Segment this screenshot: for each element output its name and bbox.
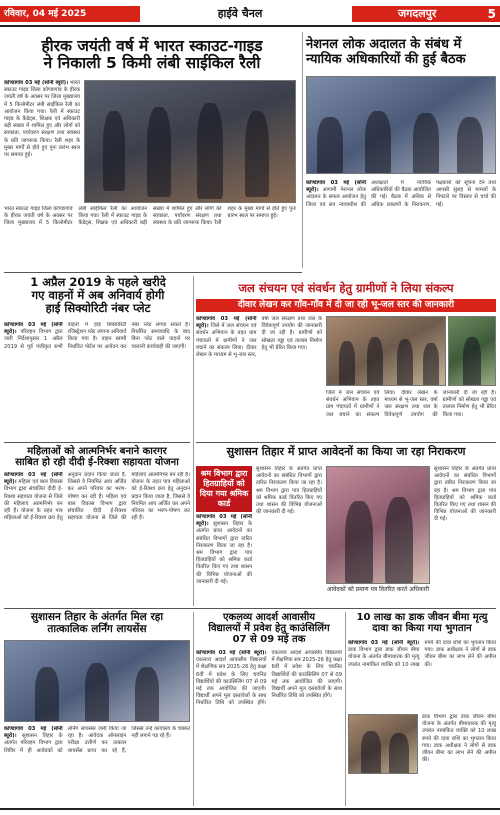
city-name: जगदलपुर: [398, 7, 437, 20]
postal-body: कोण्डागांव 03 मई (सोनी ब्यूरो)। डाक विभाग द्वारा डाक जीवन बीमा योजना के अंतर्गत बीमाधारक की मृत्यु उपरांत नामांकित व्यक्ति को 10 लाख रुपये की दावा राशि का भुगतान किया गया। डाक अधीक्षक ने लोगों से डाक जीवन बीमा का लाभ लेने की अपील की।: [348, 640, 496, 668]
sushasan-mid-caption: आवेदकों को प्रमाण पत्र वितरित करते अधिकारी: [326, 586, 430, 593]
water-headline[interactable]: जल संचयन एवं संवर्धन हेतु ग्रामीणों ने लिया संकल्प: [238, 281, 454, 295]
masthead-rule: [0, 25, 500, 27]
footer-rule: [0, 808, 500, 810]
masthead: [0, 0, 500, 28]
vehicles-body: कोण्डागांव 03 मई (सोनी ब्यूरो)। परिवहन विभाग द्वारा जारी निर्देशानुसार 1 अप्रैल 2019 से पूर्व पंजीकृत सभी वाहनों में हाई सिक्योरिटी रजिस्ट्रेशन प्लेट लगाना अनिवार्य किया गया है। वाहन स्वामी निर्धारित पोर्टल पर आवेदन कर नंबर प्लेट लगवा सकते हैं। निर्धारित समयावधि के बाद बिना प्लेट वाले वाहनों पर चालानी कार्यवाही की जाएगी।: [4, 322, 190, 350]
edition-city: [352, 6, 500, 22]
lok-adalat-photo: [306, 76, 496, 174]
sushasan-mid-body-3: सुशासन तिहार के अंतर्गत प्राप्त आवेदनों का संबंधित विभागों द्वारा त्वरित निराकरण किया जा रहा है। श्रम विभाग द्वारा पात्र हितग्राहियों को श्रमिक कार्ड वितरित किए गए तथा शासन की विभिन्न योजनाओं की जानकारी दी गई।: [434, 466, 496, 523]
page-number: 5: [487, 7, 496, 21]
women-headline[interactable]: महिलाओं को आत्मनिर्भर बनाने कारगर साबित हो रही दीदी ई-रिक्शा सहायता योजना: [15, 446, 179, 469]
paper-name: हाईवे चैनल: [217, 7, 263, 20]
eklavya-headline[interactable]: एकलव्य आदर्श आवासीय विद्यालयों में प्रवेश हेतु काउंसिलिंग 07 से 09 मई तक: [208, 612, 330, 646]
sushasan-bottom-photo: [4, 640, 190, 722]
water-photo-main: [326, 316, 446, 386]
postal-headline[interactable]: 10 लाख का डाक जीवन बीमा मृत्यु दावा का किया गया भुगतान: [356, 612, 488, 635]
water-subhead: दीवार लेखन कर गाँव-गाँव में दी जा रही भू-जल स्तर की जानकारी: [196, 299, 496, 312]
sushasan-bottom-body: कोण्डागांव 03 मई (सोनी ब्यूरो)। सुशासन तिहार के अंतर्गत परिवहन विभाग द्वारा शिविर में ही आवेदकों को लर्निंग लायसेंस जारी किया जा रहा है। आवेदक ऑनलाइन परीक्षा उत्तीर्ण कर तत्काल लायसेंस प्राप्त कर रहे हैं, जिससे उन्हें कार्यालय के चक्कर नहीं लगाने पड़ रहे हैं।: [4, 726, 190, 754]
postal-body-cont: डाक विभाग द्वारा डाक जीवन बीमा योजना के अंतर्गत बीमाधारक की मृत्यु उपरांत नामांकित व्यक्ति को 10 लाख रुपये की दावा राशि का भुगतान किया गया। डाक अधीक्षक ने लोगों से डाक जीवन बीमा का लाभ लेने की अपील की।: [422, 714, 496, 764]
water-body: कोण्डागांव 03 मई (सोनी ब्यूरो)। जिले में जल संचयन एवं संवर्धन अभियान के तहत ग्राम पंचायतों में ग्रामीणों ने जल बचाने का संकल्प लिया। दीवार लेखन के माध्यम से भू-जल स्तर, वर्षा जल संरक्षण तथा जल के विवेकपूर्ण उपयोग की जानकारी दी जा रही है। ग्रामीणों को सोखता गड्ढा एवं तालाब निर्माण हेतु भी प्रेरित किया गया।: [196, 316, 322, 359]
postal-photo: [348, 714, 418, 774]
lok-adalat-body: कोण्डागांव 03 मई (सोनी ब्यूरो)। आगामी नेशनल लोक अदालत के सफल आयोजन हेतु जिला एवं सत्र न्यायाधीश की अध्यक्षता में न्यायिक अधिकारियों की बैठक आयोजित की गई। बैठक में अधिक से अधिक प्रकरणों के निराकरण, पक्षकारों को सूचना देने तथा आपसी सुलह से मामलों के निपटारे पर विस्तार से चर्चा की गई।: [306, 180, 496, 208]
issue-date: रविवार, 04 मई 2025: [0, 6, 140, 22]
scout-rally-body: कोण्डागांव 03 मई (सोनी ब्यूरो)। भारत स्काउट गाइड जिला कोण्डागांव के हीरक जयंती वर्ष के अवसर पर जिला मुख्यालय में 5 किलोमीटर लंबी साईकिल रैली का आयोजन किया गया। रैली में स्काउट गाइड के कैडेट्स, शिक्षक एवं अधिकारी बड़ी संख्या में शामिल हुए और लोगों को स्वच्छता, पर्यावरण संरक्षण तथा स्वास्थ्य के प्रति जागरूक किया। रैली शहर के मुख्य मार्गों से होते हुए पुनः प्रारंभ स्थल पर समाप्त हुई।: [4, 80, 80, 159]
water-photo-side: [448, 316, 496, 386]
sushasan-mid-photo: [326, 466, 430, 584]
sushasan-bottom-headline[interactable]: सुशासन तिहार के अंतर्गत मिल रहा तात्कालिक लर्निंग लायसेंस: [30, 611, 164, 635]
vehicles-headline[interactable]: 1 अप्रैल 2019 के पहले खरीदे गए वाहनों में अब अनिवार्य होगी हाई सिक्योरिटी नंबर प्लेट: [30, 275, 166, 315]
scout-rally-photo: [84, 80, 296, 203]
women-body: कोण्डागांव 03 मई (सोनी ब्यूरो)। महिला एवं बाल विकास विभाग द्वारा संचालित दीदी ई-रिक्शा सहायता योजना से जिले की महिलाएं आत्मनिर्भर बन रही हैं। योजना के तहत पात्र महिलाओं को ई-रिक्शा क्रय हेतु अनुदान प्रदान किया जाता है, जिससे वे नियमित आय अर्जित कर अपने परिवार का भरण-पोषण कर रही हैं। महिला एवं बाल विकास विभाग द्वारा संचालित दीदी ई-रिक्शा सहायता योजना से जिले की महिलाएं आत्मनिर्भर बन रही हैं। योजना के तहत पात्र महिलाओं को ई-रिक्शा क्रय हेतु अनुदान प्रदान किया जाता है, जिससे वे नियमित आय अर्जित कर अपने परिवार का भरण-पोषण कर रही हैं।: [4, 472, 190, 522]
scout-rally-body-cont: भारत स्काउट गाइड जिला कोण्डागांव के हीरक जयंती वर्ष के अवसर पर जिला मुख्यालय में 5 किलोमीटर लंबी साईकिल रैली का आयोजन किया गया। रैली में स्काउट गाइड के कैडेट्स, शिक्षक एवं अधिकारी बड़ी संख्या में शामिल हुए और लोगों को स्वच्छता, पर्यावरण संरक्षण तथा स्वास्थ्य के प्रति जागरूक किया। रैली शहर के मुख्य मार्गों से होते हुए पुनः प्रारंभ स्थल पर समाप्त हुई।: [4, 206, 296, 227]
scout-rally-headline[interactable]: हीरक जयंती वर्ष में भारत स्काउट-गाइड ने निकाली 5 किमी लंबी साईकिल रैली: [41, 37, 263, 73]
sushasan-mid-body: कोण्डागांव 03 मई (सोनी ब्यूरो)। सुशासन तिहार के अंतर्गत प्राप्त आवेदनों का संबंधित विभागों द्वारा त्वरित निराकरण किया जा रहा है। श्रम विभाग द्वारा पात्र हितग्राहियों को श्रमिक कार्ड वितरित किए गए तथा शासन की विभिन्न योजनाओं की जानकारी दी गई।: [196, 514, 252, 585]
sushasan-mid-body-2: सुशासन तिहार के अंतर्गत प्राप्त आवेदनों का संबंधित विभागों द्वारा त्वरित निराकरण किया जा रहा है। श्रम विभाग द्वारा पात्र हितग्राहियों को श्रमिक कार्ड वितरित किए गए तथा शासन की विभिन्न योजनाओं की जानकारी दी गई।: [256, 466, 322, 516]
sushasan-mid-badge: श्रम विभाग द्वारा हितग्राहियों को दिया गया श्रमिक कार्ड: [196, 466, 252, 512]
lok-adalat-headline[interactable]: नेशनल लोक अदालत के संबंध में न्यायिक अधिकारियों की हुई बैठक: [306, 37, 466, 67]
eklavya-body: कोण्डागांव 03 मई (सोनी ब्यूरो)। एकलव्य आदर्श आवासीय विद्यालयों में शैक्षणिक सत्र 2025-26 हेतु कक्षा 6वीं में प्रवेश के लिए चयनित विद्यार्थियों की काउंसिलिंग 07 से 09 मई तक आयोजित की जाएगी। विद्यार्थी अपने मूल दस्तावेजों के साथ निर्धारित तिथि को उपस्थित होंगे। एकलव्य आदर्श आवासीय विद्यालयों में शैक्षणिक सत्र 2025-26 हेतु कक्षा 6वीं में प्रवेश के लिए चयनित विद्यार्थियों की काउंसिलिंग 07 से 09 मई तक आयोजित की जाएगी। विद्यार्थी अपने मूल दस्तावेजों के साथ निर्धारित तिथि को उपस्थित होंगे।: [196, 650, 342, 707]
water-body-cont: जिले में जल संचयन एवं संवर्धन अभियान के तहत ग्राम पंचायतों में ग्रामीणों ने जल बचाने का संकल्प लिया। दीवार लेखन के माध्यम से भू-जल स्तर, वर्षा जल संरक्षण तथा जल के विवेकपूर्ण उपयोग की जानकारी दी जा रही है। ग्रामीणों को सोखता गड्ढा एवं तालाब निर्माण हेतु भी प्रेरित किया गया।: [326, 390, 496, 418]
sushasan-mid-headline[interactable]: सुशासन तिहार में प्राप्त आवेदनों का किया जा रहा निराकरण: [226, 445, 466, 458]
